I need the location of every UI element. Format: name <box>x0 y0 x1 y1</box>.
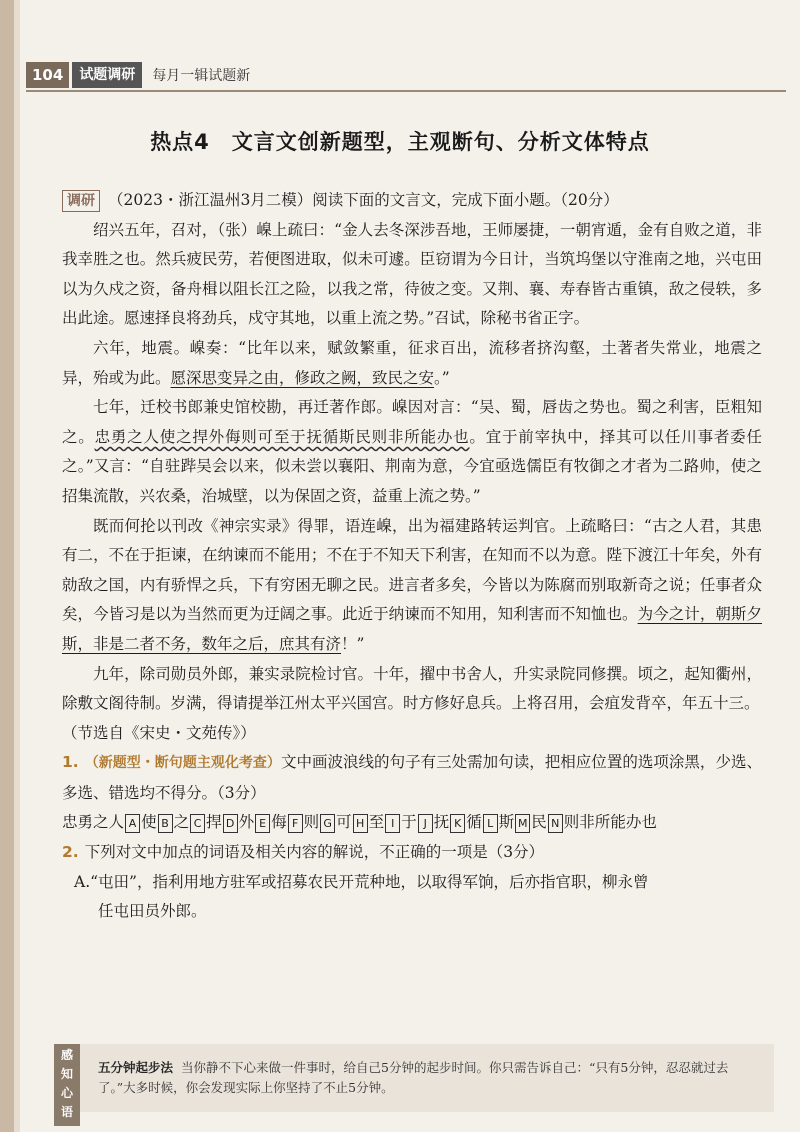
footer-title: 五分钟起步法 <box>98 1060 174 1075</box>
footer-tip-box <box>60 1044 774 1119</box>
option-box-K[interactable]: K <box>450 814 465 833</box>
question-1-tag: （新题型・断句题主观化考查） <box>84 755 281 772</box>
sentence-char: 办 <box>625 813 642 832</box>
sentence-char: 所 <box>594 813 611 832</box>
option-box-B[interactable]: B <box>158 814 173 833</box>
sentence-char: 侮 <box>271 813 287 832</box>
option-box-E[interactable]: E <box>255 814 270 833</box>
passage-paragraph-5: 九年，除司勋员外郎，兼实录院检讨官。十年，擢中书舍人，升实录院同修撰。顷之，起知衢州，除敷文阁待制。岁满，得请提举江州太平兴国宫。时方修好息兵。上将召用，会疽发背卒，年五十三。 <box>62 664 762 713</box>
sentence-char: 忠 <box>62 813 78 832</box>
underlined-sentence-2: 为今之计，朝斯夕斯，非是二者不务，数年之后，庶其有济 <box>62 605 762 653</box>
sentence-char: 之 <box>173 813 190 832</box>
option-box-L[interactable]: L <box>483 814 498 833</box>
header-divider <box>26 90 786 92</box>
option-a-line-2: 任屯田员外郎。 <box>98 902 207 921</box>
page-title: 热点4 文言文创新题型，主观断句、分析文体特点 <box>150 130 650 154</box>
sentence-char: 于 <box>401 813 417 832</box>
option-box-H[interactable]: H <box>353 814 368 833</box>
footer-text-block <box>98 1058 758 1098</box>
p4-text: 既而何抡以刊改《神宗实录》得罪，语连嵲，出为福建路转运判官。上疏略曰：“古之人君，其患有二，不在于拒谏，在纳谏而不能用；不在于不知天下利害，在知而不以为意。陛下渡江十年矣，外有勍敌之国，内有骄悍之兵，下有穷困无聊之民。进言者多矣，今皆以为陈腐而别取新奇之说；任事者众矣，今皆习是以为当然而更为迂阔之事。此近于纳谏而不知用，知利害而不知恤也。 <box>62 516 762 624</box>
option-box-F[interactable]: F <box>288 814 303 833</box>
option-box-C[interactable]: C <box>190 814 205 833</box>
section-tag: 试题调研 <box>72 62 142 88</box>
page-number: 104 <box>26 62 69 88</box>
source-citation: （节选自《宋史・文苑传》） <box>62 723 256 742</box>
footer-side-tag <box>54 1044 80 1126</box>
sentence-char: 民 <box>531 813 547 832</box>
footer-text: 当你静不下心来做一件事时，给自己5分钟的起步时间。你只需告诉自己：“只有5分钟，忍忍就过去了。”大多时候，你会发现实际上你坚持了不止5分钟。 <box>98 1060 729 1095</box>
sentence-char: 捍 <box>206 813 222 832</box>
option-a-line-1: A.“屯田”，指利用地方驻军或招募农民开荒种地，以取得军饷，后亦指官职，柳永曾 <box>74 872 649 891</box>
option-box-J[interactable]: J <box>418 814 433 833</box>
option-box-M[interactable]: M <box>515 814 530 833</box>
sentence-char: 能 <box>610 813 626 832</box>
p2-text: 六年，地震。嵲奏：“比年以来，赋敛繁重，征求百出，流移者挤沟壑，土著者失常业，地震之异，殆或为此。 <box>62 338 762 387</box>
underlined-sentence-1: 愿深思变异之由，修政之阙，致民之安 <box>170 368 435 387</box>
question-2 <box>62 838 762 868</box>
passage-paragraph-1: 绍兴五年，召对，（张）嵲上疏曰：“金人去冬深涉吾地，王师屡捷，一朝宵遁，金有自败之道，非我幸胜之也。然兵疲民劳，若便图进取，似未可遽。臣窃谓为今日计，当筑坞堡以守淮南之地，兴屯田以为久戍之资，备舟楫以阻长江之险，以我之常，待彼之变。又荆、襄、寿春皆古重镇，敌之侵轶，多出此途。愿速择良将劲兵，戍守其地，以重上流之势。”召试，除秘书省正字。 <box>62 220 762 328</box>
sentence-char: 人 <box>108 813 125 832</box>
intro-line <box>62 186 762 216</box>
sentence-char: 则 <box>303 813 320 832</box>
sentence-char: 也 <box>641 813 657 832</box>
sentence-char: 外 <box>238 813 255 832</box>
passage-paragraph-3 <box>62 393 762 511</box>
option-box-I[interactable]: I <box>385 814 400 833</box>
sentence-char: 非 <box>579 813 595 832</box>
p3-text: 七年，迁校书郎兼史馆校勘，再迁著作郎。嵲因对言：“吴、蜀，唇齿之势也。蜀之利害，臣粗知之。 <box>62 398 762 446</box>
option-box-D[interactable]: D <box>223 814 238 833</box>
question-1-number: 1. <box>62 753 79 772</box>
p4-end: ！” <box>341 634 365 653</box>
page-header <box>26 62 250 88</box>
sentence-char: 之 <box>93 813 109 832</box>
page-edge <box>0 0 14 1132</box>
article-content <box>62 186 762 927</box>
question-1 <box>62 748 762 808</box>
question-2-text: 下列对文中加点的词语及相关内容的解说，不正确的一项是（3分） <box>84 843 545 862</box>
p3-end: 。宜于前宰执中，择其可以任川事者委任之。”又言：“自驻跸吴会以来，似未尝以襄阳、荆南为意，今宜亟选儒臣有牧御之才者为二路帅，使之招集流散，兴农桑，治城壁，以为保固之资，益重上流之势。” <box>62 427 762 505</box>
sentence-char: 勇 <box>77 813 94 832</box>
question-1-options <box>62 808 762 838</box>
sentence-char: 则 <box>563 813 580 832</box>
footer-side-tag-text: 感知心语 <box>60 1048 73 1119</box>
option-box-N[interactable]: N <box>548 814 563 833</box>
option-box-G[interactable]: G <box>320 814 335 833</box>
page-edge-inner <box>14 0 20 1132</box>
p2-end: 。” <box>434 368 450 387</box>
sentence-char: 使 <box>141 813 157 832</box>
research-badge: 调研 <box>62 190 100 212</box>
sentence-char: 至 <box>368 813 385 832</box>
sentence-char: 循 <box>466 813 482 832</box>
wavy-sentence: 忠勇之人使之捍外侮则可至于抚循斯民则非所能办也 <box>94 427 470 446</box>
sentence-char: 抚 <box>433 813 450 832</box>
sentence-char: 斯 <box>498 813 515 832</box>
question-1-text: 文中画波浪线的句子有三处需加句读，把相应位置的选项涂黑，少选、多选、错选均不得分。（3分） <box>62 753 762 802</box>
sentence-char: 可 <box>336 813 352 832</box>
intro-text: （2023・浙江温州3月二模）阅读下面的文言文，完成下面小题。（20分） <box>108 191 619 209</box>
question-2-number: 2. <box>62 843 79 862</box>
option-box-A[interactable]: A <box>125 814 140 833</box>
passage-paragraph-2 <box>62 334 762 393</box>
passage-paragraph-4 <box>62 512 762 660</box>
header-subtitle: 每月一辑试题新 <box>152 68 251 84</box>
